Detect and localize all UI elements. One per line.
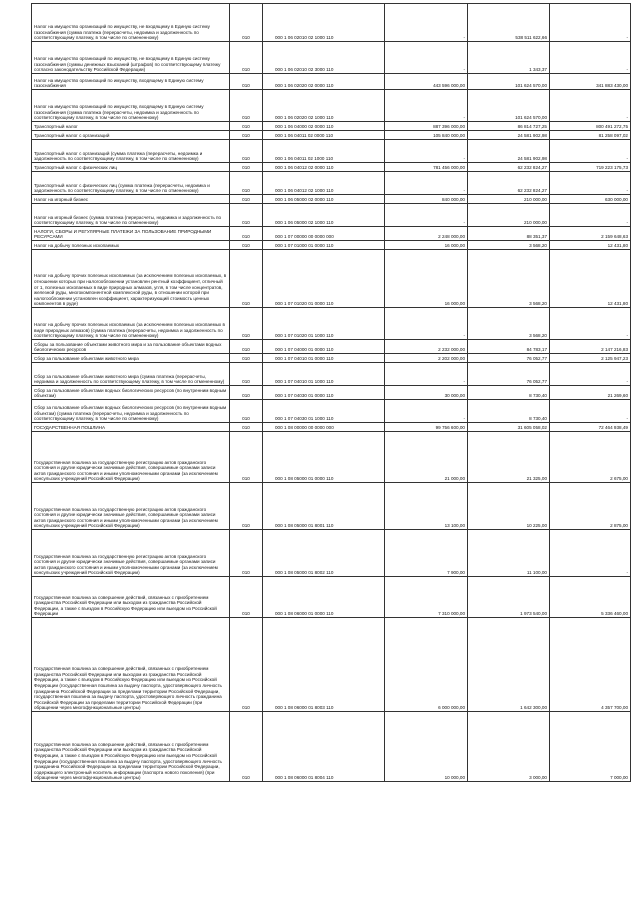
cell-executed: 101 624 570,00 bbox=[468, 74, 550, 90]
table-row bbox=[32, 400, 631, 423]
cell-budget-code: 000 1 07 01020 01 1000 110 bbox=[263, 308, 385, 340]
cell-executed: 62 232 824,27 bbox=[468, 172, 550, 195]
cell-remaining: 630 000,00 bbox=[550, 195, 631, 204]
revenue-table bbox=[31, 3, 631, 782]
cell-line-code: 010 bbox=[230, 577, 263, 618]
cell-executed: 76 052,77 bbox=[468, 363, 550, 386]
table-row bbox=[32, 195, 631, 204]
cell-name: Налог на имущество организаций по имуществу, входящему в Единую систему газоснабжения bbox=[32, 74, 230, 90]
cell-remaining: - bbox=[550, 308, 631, 340]
cell-line-code: 010 bbox=[230, 308, 263, 340]
cell-remaining: 5 336 460,00 bbox=[550, 577, 631, 618]
table-row bbox=[32, 577, 631, 618]
cell-remaining: 800 491 272,75 bbox=[550, 122, 631, 131]
cell-executed: 24 581 902,98 bbox=[468, 131, 550, 140]
cell-approved: 16 000,00 bbox=[385, 250, 468, 308]
cell-line-code: 010 bbox=[230, 386, 263, 400]
cell-name: Транспортный налог с организаций (сумма платежа (перерасчеты, недоимка и задолженность по соответствующему платежу, в том числе по отмененному) bbox=[32, 140, 230, 163]
cell-approved: 6 000 000,00 bbox=[385, 618, 468, 712]
cell-budget-code: 000 1 06 02020 02 0000 110 bbox=[263, 74, 385, 90]
table-row bbox=[32, 227, 631, 241]
cell-line-code: 010 bbox=[230, 354, 263, 363]
cell-line-code: 010 bbox=[230, 340, 263, 354]
cell-remaining: - bbox=[550, 140, 631, 163]
cell-remaining: 719 223 175,73 bbox=[550, 163, 631, 172]
cell-name: Налог на имущество организаций по имуществу, входящему в Единую систему газоснабжения (сумма платежа (перерасчеты, недоимка и задолженность по соответствующему платежу, в том числе по отмененному) bbox=[32, 90, 230, 122]
cell-executed: 3 568,20 bbox=[468, 241, 550, 250]
cell-approved: - bbox=[385, 4, 468, 42]
cell-executed: 86 814 727,25 bbox=[468, 122, 550, 131]
cell-remaining: 2 159 648,63 bbox=[550, 227, 631, 241]
cell-executed: 21 325,00 bbox=[468, 432, 550, 483]
cell-executed: 8 730,40 bbox=[468, 386, 550, 400]
cell-line-code: 010 bbox=[230, 90, 263, 122]
cell-budget-code: 000 1 06 02010 02 1000 110 bbox=[263, 4, 385, 42]
table-row bbox=[32, 131, 631, 140]
cell-line-code: 010 bbox=[230, 122, 263, 131]
cell-executed: 24 581 902,98 bbox=[468, 140, 550, 163]
cell-budget-code: 000 1 07 00000 00 0000 000 bbox=[263, 227, 385, 241]
cell-approved: 30 000,00 bbox=[385, 386, 468, 400]
cell-executed: 1 343,37 bbox=[468, 42, 550, 74]
cell-remaining: 4 357 700,00 bbox=[550, 618, 631, 712]
table-row bbox=[32, 42, 631, 74]
cell-budget-code: 000 1 06 04000 02 0000 110 bbox=[263, 122, 385, 131]
cell-budget-code: 000 1 07 01000 01 0000 110 bbox=[263, 241, 385, 250]
cell-budget-code: 000 1 06 04011 02 0000 110 bbox=[263, 131, 385, 140]
table-row bbox=[32, 712, 631, 782]
cell-approved: 781 456 000,00 bbox=[385, 163, 468, 172]
table-row bbox=[32, 386, 631, 400]
cell-approved: - bbox=[385, 90, 468, 122]
cell-remaining: - bbox=[550, 90, 631, 122]
cell-approved: 99 756 600,00 bbox=[385, 423, 468, 432]
cell-budget-code: 000 1 08 06000 01 8004 110 bbox=[263, 712, 385, 782]
cell-remaining: 2 147 216,83 bbox=[550, 340, 631, 354]
cell-line-code: 010 bbox=[230, 241, 263, 250]
cell-executed: 8 730,40 bbox=[468, 400, 550, 423]
cell-line-code: 010 bbox=[230, 204, 263, 227]
cell-line-code: 010 bbox=[230, 140, 263, 163]
cell-approved: - bbox=[385, 400, 468, 423]
cell-budget-code: 000 1 08 06000 01 8003 110 bbox=[263, 618, 385, 712]
cell-remaining: 7 000,00 bbox=[550, 712, 631, 782]
cell-remaining: 72 464 938,49 bbox=[550, 423, 631, 432]
cell-remaining: 2 675,00 bbox=[550, 432, 631, 483]
cell-name: Сбор за пользование объектами животного мира (сумма платежа (перерасчеты, недоимка и задолженность по соответствующему платежу, в том числе по отмененному) bbox=[32, 363, 230, 386]
table-row bbox=[32, 4, 631, 42]
cell-approved: - bbox=[385, 308, 468, 340]
cell-remaining: 12 431,80 bbox=[550, 241, 631, 250]
cell-name: Налог на игорный бизнес (сумма платежа (перерасчеты, недоимка и задолженность по соответствующему платежу, в том числе по отмененному) bbox=[32, 204, 230, 227]
cell-executed: 1 973 540,00 bbox=[468, 577, 550, 618]
cell-executed: 31 605 058,02 bbox=[468, 423, 550, 432]
table-row bbox=[32, 340, 631, 354]
cell-name: Налог на добычу прочих полезных ископаемых (за исключением полезных ископаемых, в отношении которых при налогообложении установлен рентный коэффициент, отличный от 1, полезных ископаемых в виде природных алмазов, угля, в том числе концентратов, железной руды, многокомпонентной комплексной руды, в отношении которой при налогообложении установлен коэффициент, характеризующий стоимость ценных компонентов в руде) bbox=[32, 250, 230, 308]
cell-remaining: 2 875,00 bbox=[550, 483, 631, 530]
cell-name: Транспортный налог с организаций bbox=[32, 131, 230, 140]
cell-executed: 84 783,17 bbox=[468, 340, 550, 354]
cell-remaining: - bbox=[550, 4, 631, 42]
cell-name: Транспортный налог с физических лиц bbox=[32, 163, 230, 172]
cell-name: Государственная пошлина за совершение действий, связанных с приобретением гражданства Российской Федерации или выходом из гражданства Российской Федерации, а также с въездом в Российскую Федерацию или выездом из Российской Федерации (государственная пошлина за выдачу паспорта, удостоверяющего личность гражданина Российской Федерации за пределами территории Российской Федерации, содержащего электронный носитель информации (паспорта нового поколения) (при обращении через многофункциональные центры) bbox=[32, 712, 230, 782]
cell-budget-code: 000 1 07 04010 01 1000 110 bbox=[263, 363, 385, 386]
revenue-table-body bbox=[32, 4, 631, 782]
cell-budget-code: 000 1 08 05000 01 0000 110 bbox=[263, 432, 385, 483]
cell-remaining: 341 883 430,00 bbox=[550, 74, 631, 90]
cell-approved: - bbox=[385, 363, 468, 386]
cell-executed: 210 000,00 bbox=[468, 204, 550, 227]
table-row bbox=[32, 354, 631, 363]
cell-remaining: 12 431,80 bbox=[550, 250, 631, 308]
cell-line-code: 010 bbox=[230, 483, 263, 530]
cell-approved: 10 000,00 bbox=[385, 712, 468, 782]
table-row bbox=[32, 483, 631, 530]
cell-approved: 2 202 000,00 bbox=[385, 354, 468, 363]
cell-name: Налог на имущество организаций по имуществу, не входящему в Единую систему газоснабжения (суммы денежных взысканий (штрафов) по соответствующему платежу согласно законодательству Российской Федерации) bbox=[32, 42, 230, 74]
cell-approved: 21 000,00 bbox=[385, 432, 468, 483]
table-row bbox=[32, 204, 631, 227]
cell-line-code: 010 bbox=[230, 163, 263, 172]
cell-remaining: 81 258 097,02 bbox=[550, 131, 631, 140]
cell-line-code: 010 bbox=[230, 423, 263, 432]
cell-approved: 13 100,00 bbox=[385, 483, 468, 530]
cell-budget-code: 000 1 06 04011 02 1000 110 bbox=[263, 140, 385, 163]
cell-remaining: - bbox=[550, 530, 631, 577]
table-row bbox=[32, 241, 631, 250]
table-row bbox=[32, 423, 631, 432]
cell-approved: 2 232 000,00 bbox=[385, 340, 468, 354]
cell-approved: 840 000,00 bbox=[385, 195, 468, 204]
cell-budget-code: 000 1 06 02010 02 3000 110 bbox=[263, 42, 385, 74]
cell-budget-code: 000 1 06 05000 02 1000 110 bbox=[263, 204, 385, 227]
cell-name: Государственная пошлина за государственную регистрацию актов гражданского состояния и другие юридически значимые действия, совершаемые органами записи актов гражданского состояния и иными уполномоченными органами (за исключением консульских учреждений Российской Федерации) bbox=[32, 530, 230, 577]
cell-budget-code: 000 1 08 05000 01 8001 110 bbox=[263, 483, 385, 530]
cell-name: Сбор за пользование объектами водных биологических ресурсов (по внутренним водным объектам) bbox=[32, 386, 230, 400]
cell-line-code: 010 bbox=[230, 432, 263, 483]
cell-approved: 443 596 000,00 bbox=[385, 74, 468, 90]
cell-approved: 7 900,00 bbox=[385, 530, 468, 577]
cell-name: Государственная пошлина за государственную регистрацию актов гражданского состояния и другие юридически значимые действия, совершаемые органами записи актов гражданского состояния и иными уполномоченными органами (за исключением консульских учреждений Российской Федерации) bbox=[32, 432, 230, 483]
cell-approved: 7 310 000,00 bbox=[385, 577, 468, 618]
cell-name: Транспортный налог bbox=[32, 122, 230, 131]
cell-budget-code: 000 1 07 04000 01 0000 110 bbox=[263, 340, 385, 354]
cell-line-code: 010 bbox=[230, 618, 263, 712]
table-row bbox=[32, 250, 631, 308]
cell-budget-code: 000 1 08 05000 01 8002 110 bbox=[263, 530, 385, 577]
cell-approved: - bbox=[385, 204, 468, 227]
table-row bbox=[32, 618, 631, 712]
cell-budget-code: 000 1 07 04030 01 0000 110 bbox=[263, 386, 385, 400]
cell-approved: - bbox=[385, 140, 468, 163]
cell-budget-code: 000 1 07 04010 01 0000 110 bbox=[263, 354, 385, 363]
cell-name: Налог на игорный бизнес bbox=[32, 195, 230, 204]
table-row bbox=[32, 172, 631, 195]
budget-report-sheet bbox=[31, 3, 630, 782]
cell-budget-code: 000 1 07 01020 01 0000 110 bbox=[263, 250, 385, 308]
cell-line-code: 010 bbox=[230, 530, 263, 577]
cell-name: Государственная пошлина за совершение действий, связанных с приобретением гражданства Российской Федерации или выходом из гражданства Российской Федерации, а также с въездом в Российскую Федерацию или выездом из Российской Федерации (государственная пошлина за выдачу паспорта, удостоверяющего личность гражданина Российской Федерации за пределами территории Российской Федерации, государственная пошлина за выдачу паспорта, удостоверяющего личность гражданина Российской Федерации за пределами территории Российской Федерации (при обращении через многофункциональные центры) bbox=[32, 618, 230, 712]
cell-name: Налог на имущество организаций по имуществу, не входящему в Единую систему газоснабжения (сумма платежа (перерасчеты, недоимка и задолженность по соответствующему платежу, в том числе по отмененному) bbox=[32, 4, 230, 42]
cell-remaining: - bbox=[550, 204, 631, 227]
table-row bbox=[32, 163, 631, 172]
cell-remaining: - bbox=[550, 363, 631, 386]
table-row bbox=[32, 363, 631, 386]
cell-approved: 887 396 000,00 bbox=[385, 122, 468, 131]
cell-line-code: 010 bbox=[230, 250, 263, 308]
cell-executed: 88 351,37 bbox=[468, 227, 550, 241]
cell-executed: 3 568,20 bbox=[468, 250, 550, 308]
cell-approved: 2 248 000,00 bbox=[385, 227, 468, 241]
cell-approved: - bbox=[385, 42, 468, 74]
cell-line-code: 010 bbox=[230, 195, 263, 204]
cell-approved: 16 000,00 bbox=[385, 241, 468, 250]
cell-name: Налог на добычу прочих полезных ископаемых (за исключением полезных ископаемых в виде природных алмазов) (сумма платежа (перерасчеты, недоимка и задолженность по соответствующему платежу, в том числе по отмененному) bbox=[32, 308, 230, 340]
cell-executed: 10 225,00 bbox=[468, 483, 550, 530]
cell-budget-code: 000 1 07 04030 01 1000 110 bbox=[263, 400, 385, 423]
table-row bbox=[32, 140, 631, 163]
cell-budget-code: 000 1 06 02020 02 1000 110 bbox=[263, 90, 385, 122]
table-row bbox=[32, 90, 631, 122]
cell-line-code: 010 bbox=[230, 172, 263, 195]
table-row bbox=[32, 122, 631, 131]
cell-name: Государственная пошлина за государственную регистрацию актов гражданского состояния и другие юридически значимые действия, совершаемые органами записи актов гражданского состояния и иными уполномоченными органами (за исключением консульских учреждений Российской Федерации) bbox=[32, 483, 230, 530]
cell-executed: 538 511 622,66 bbox=[468, 4, 550, 42]
cell-remaining: 2 125 947,23 bbox=[550, 354, 631, 363]
cell-executed: 3 568,20 bbox=[468, 308, 550, 340]
cell-line-code: 010 bbox=[230, 4, 263, 42]
cell-line-code: 010 bbox=[230, 363, 263, 386]
table-row bbox=[32, 308, 631, 340]
cell-budget-code: 000 1 06 05000 02 0000 110 bbox=[263, 195, 385, 204]
cell-executed: 11 100,00 bbox=[468, 530, 550, 577]
cell-line-code: 010 bbox=[230, 131, 263, 140]
cell-remaining: - bbox=[550, 172, 631, 195]
cell-budget-code: 000 1 08 06000 01 0000 110 bbox=[263, 577, 385, 618]
cell-executed: 62 232 824,27 bbox=[468, 163, 550, 172]
table-row bbox=[32, 74, 631, 90]
cell-line-code: 010 bbox=[230, 400, 263, 423]
cell-name: Государственная пошлина за совершение действий, связанных с приобретением гражданства Российской Федерации или выходом из гражданства Российской Федерации, а также с въездом в Российскую Федерацию или выездом из Российской Федерации bbox=[32, 577, 230, 618]
cell-budget-code: 000 1 06 04012 02 1000 110 bbox=[263, 172, 385, 195]
cell-line-code: 010 bbox=[230, 42, 263, 74]
cell-executed: 101 624 570,00 bbox=[468, 90, 550, 122]
cell-name: Сбор за пользование объектами животного мира bbox=[32, 354, 230, 363]
cell-executed: 76 052,77 bbox=[468, 354, 550, 363]
cell-remaining: - bbox=[550, 42, 631, 74]
cell-executed: 210 000,00 bbox=[468, 195, 550, 204]
cell-name: Сборы за пользование объектами животного мира и за пользование объектами водных биологических ресурсов bbox=[32, 340, 230, 354]
cell-name: НАЛОГИ, СБОРЫ И РЕГУЛЯРНЫЕ ПЛАТЕЖИ ЗА ПОЛЬЗОВАНИЕ ПРИРОДНЫМИ РЕСУРСАМИ bbox=[32, 227, 230, 241]
cell-budget-code: 000 1 06 04012 02 0000 110 bbox=[263, 163, 385, 172]
table-row bbox=[32, 530, 631, 577]
cell-approved: 105 840 000,00 bbox=[385, 131, 468, 140]
cell-name: ГОСУДАРСТВЕННАЯ ПОШЛИНА bbox=[32, 423, 230, 432]
cell-budget-code: 000 1 08 00000 00 0000 000 bbox=[263, 423, 385, 432]
cell-approved: - bbox=[385, 172, 468, 195]
cell-name: Транспортный налог с физических лиц (сумма платежа (перерасчеты, недоимка и задолженность по соответствующему платежу, в том числе по отмененному) bbox=[32, 172, 230, 195]
cell-name: Сбор за пользование объектами водных биологических ресурсов (по внутренним водным объектам) (сумма платежа (перерасчеты, недоимка и задолженность по соответствующему платежу, в том числе по отмененному) bbox=[32, 400, 230, 423]
cell-line-code: 010 bbox=[230, 712, 263, 782]
cell-remaining: 21 269,60 bbox=[550, 386, 631, 400]
cell-executed: 3 000,00 bbox=[468, 712, 550, 782]
cell-line-code: 010 bbox=[230, 74, 263, 90]
cell-name: Налог на добычу полезных ископаемых bbox=[32, 241, 230, 250]
cell-remaining: - bbox=[550, 400, 631, 423]
table-row bbox=[32, 432, 631, 483]
cell-executed: 1 642 300,00 bbox=[468, 618, 550, 712]
cell-line-code: 010 bbox=[230, 227, 263, 241]
